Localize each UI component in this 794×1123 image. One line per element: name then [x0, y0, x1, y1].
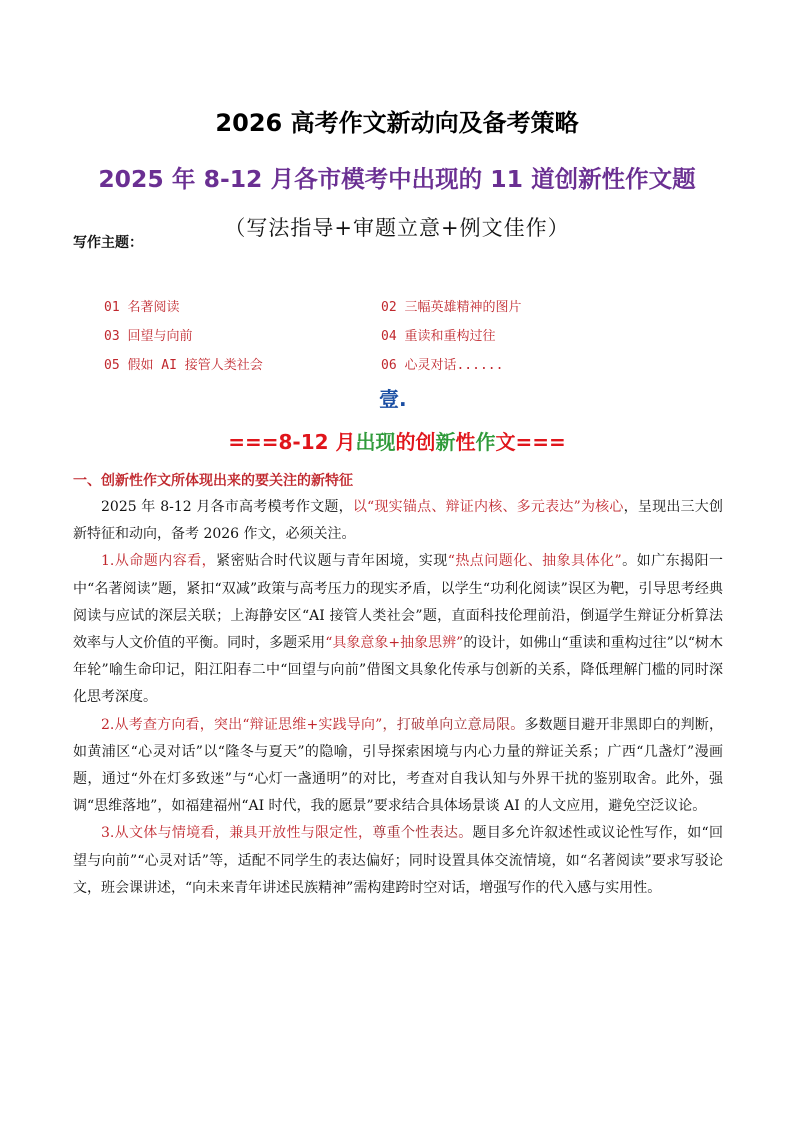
- themes-label: 写作主题：: [73, 235, 143, 251]
- text-run: 2025 年 8-12 月各市高考模考作文题，: [101, 499, 353, 515]
- section-numeral-dot: .: [399, 387, 407, 411]
- section-numeral: [379, 383, 407, 412]
- text-run: 兼具开放性与限定性，: [229, 825, 373, 842]
- paragraph: [73, 494, 723, 548]
- banner-part: 新: [435, 430, 456, 454]
- banner-part: ===8-12 月: [228, 430, 356, 454]
- paragraph: [73, 820, 723, 902]
- text-run: 题目多允许叙述性或议论性写作，如“回望与向前”“心灵对话”等，适配不同学生的表达偏好；同时设置具体交流情境，如“名著阅读”要求写驳论文，班会课讲述，“向未来青年讲述民族精神”需构建跨时空对话，增强写作的代入感与实用性。: [73, 825, 724, 896]
- topic-item: 05 假如 AI 接管人类社会: [104, 358, 263, 373]
- text-run: 的设计，如佛山“重读和重构过往”以“树木年轮”喻生命印记，阳江阳春二中“回望与向前”借图文具象化传承与创新的关系，降低理解门槛的同时深化思考深度。: [73, 635, 724, 706]
- text-run: 。如广东揭阳一中“名著阅读”题，紧扣“双减”政策与高考压力的现实矛盾，以学生“功利化阅读”误区为靶，引导思考经典阅读与应试的深层关联；上海静安区“AI 接管人类社会”题，直面科技伦理前沿，倒逼学生辩证分析算法效率与人文价值的平衡。同时，多题采用: [73, 553, 723, 652]
- section-heading: 一、创新性作文所体现出来的要关注的新特征: [73, 473, 353, 489]
- document-note: （写法指导+审题立意+例文佳作）: [224, 216, 570, 240]
- highlight-text: “热点问题化、抽象具体化”: [447, 553, 622, 570]
- body-text: [73, 494, 723, 902]
- banner-part: 出现: [355, 430, 396, 454]
- topic-item: 06 心灵对话......: [381, 358, 504, 373]
- banner-part: 的: [395, 430, 416, 454]
- banner-part: 文: [495, 430, 516, 454]
- banner-part: ===: [515, 430, 566, 454]
- paragraph: [73, 548, 723, 711]
- topic-item: 02 三幅英雄精神的图片: [381, 300, 522, 315]
- section-numeral-text: 壹: [379, 387, 399, 411]
- highlight-text: “具象意象+抽象思辨”: [325, 635, 464, 652]
- banner-part: 作: [475, 430, 496, 454]
- document-title: 2026 高考作文新动向及备考策略: [215, 109, 579, 137]
- paragraph: [73, 712, 723, 821]
- highlight-text: “辩证思维+实践导向”: [242, 716, 383, 733]
- banner-part: 性: [455, 430, 476, 454]
- topic-item: 04 重读和重构过往: [381, 329, 496, 344]
- text-run: 紧密贴合时代议题与青年困境，实现: [216, 553, 448, 570]
- topic-item: 01 名著阅读: [104, 300, 180, 315]
- text-run: ，呈现出三大创新特征和动向，备考 2026 作文，必须关注。: [73, 499, 723, 543]
- topic-item: 03 回望与向前: [104, 329, 193, 344]
- text-run: 突出: [213, 716, 243, 733]
- point-lead: 3.从文体与情境看，: [101, 825, 230, 842]
- section-banner: [0, 426, 794, 455]
- highlight-text: 尊重个性表达。: [372, 825, 473, 842]
- document-subtitle: 2025 年 8-12 月各市模考中出现的 11 道创新性作文题: [98, 165, 696, 193]
- text-run: ，打破单向立意局限。: [382, 716, 525, 733]
- text-run: 多数题目避开非黑即白的判断，如黄浦区“心灵对话”以“隆冬与夏天”的隐喻，引导探索困境与内心力量的辩证关系；广西“几盏灯”漫画题，通过“外在灯多致迷”与“心灯一盏通明”的对比，考查对自我认知与外界干扰的鉴别取舍。此外，强调“思维落地”，如福建福州“AI 时代，我的愿景”要求结合具体场景谈 AI 的人文应用，避免空泛议论。: [73, 716, 724, 815]
- point-lead: 1.从命题内容看，: [101, 553, 217, 570]
- highlight-text: 以“现实锚点、辩证内核、多元表达”为核心: [352, 499, 624, 515]
- point-lead: 2.从考查方向看，: [101, 716, 214, 733]
- banner-part: 创: [415, 430, 436, 454]
